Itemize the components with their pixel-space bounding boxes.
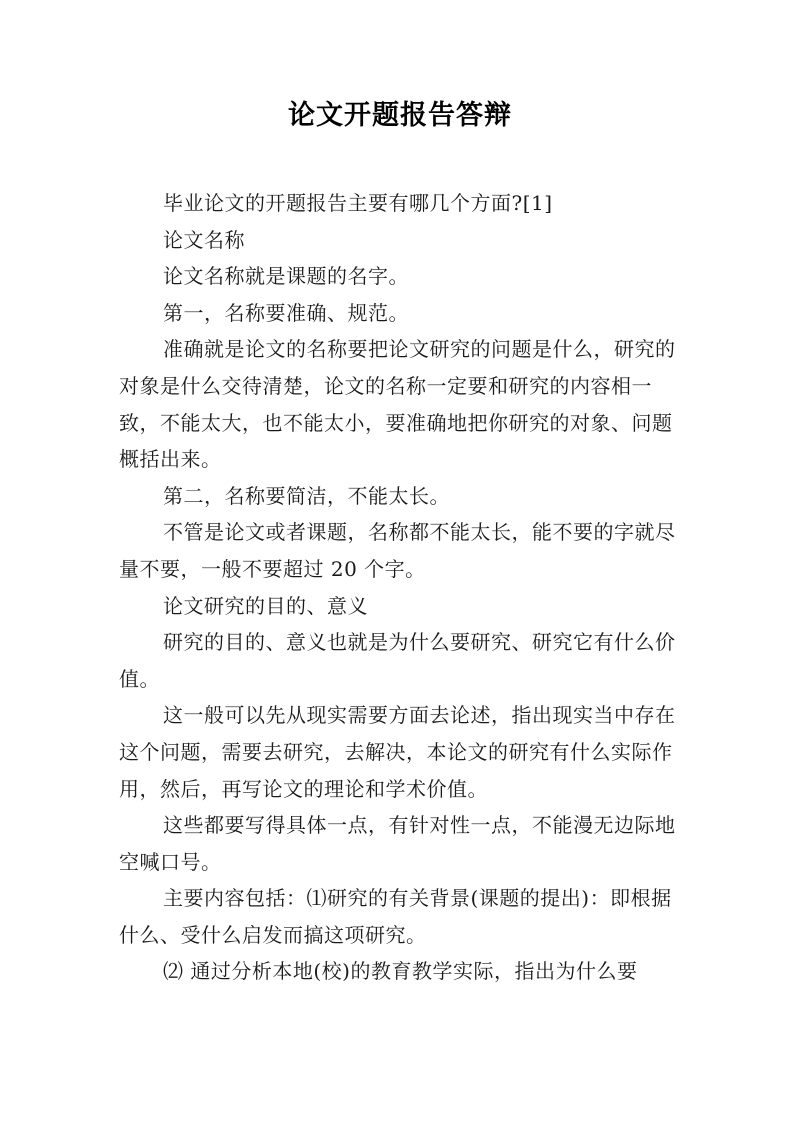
- document-body: [119, 185, 689, 990]
- paragraph: 主要内容包括：⑴研究的有关背景(课题的提出)：即根据什么、受什么启发而搞这项研究。: [119, 886, 672, 947]
- section-heading: 论文名称: [163, 227, 245, 252]
- paragraph: 毕业论文的开题报告主要有哪几个方面?[1]: [163, 191, 553, 215]
- document-title: 论文开题报告答辩: [288, 100, 512, 131]
- paragraph: 不管是论文或者课题，名称都不能太长，能不要的字就尽量不要，一般不要超过 20 个字。: [119, 520, 676, 581]
- section-heading: 论文研究的目的、意义: [163, 593, 368, 618]
- paragraph: 准确就是论文的名称要把论文研究的问题是什么，研究的对象是什么交待清楚，论文的名称一定要和研究的内容相一致，不能太大，也不能太小，要准确地把你研究的对象、问题概括出来。: [119, 337, 676, 472]
- paragraph: 第一，名称要准确、规范。: [163, 300, 409, 325]
- paragraph: 第二，名称要简洁，不能太长。: [163, 483, 450, 508]
- paragraph: 这些都要写得具体一点，有针对性一点，不能漫无边际地空喊口号。: [119, 813, 676, 874]
- paragraph: ⑵ 通过分析本地(校)的教育教学实际，指出为什么要: [163, 959, 638, 984]
- paragraph: 研究的目的、意义也就是为什么要研究、研究它有什么价值。: [119, 630, 676, 691]
- paragraph: 论文名称就是课题的名字。: [163, 264, 409, 289]
- paragraph: 这一般可以先从现实需要方面去论述，指出现实当中存在这个问题，需要去研究，去解决，本论文的研究有什么实际作用，然后，再写论文的理论和学术价值。: [119, 703, 676, 801]
